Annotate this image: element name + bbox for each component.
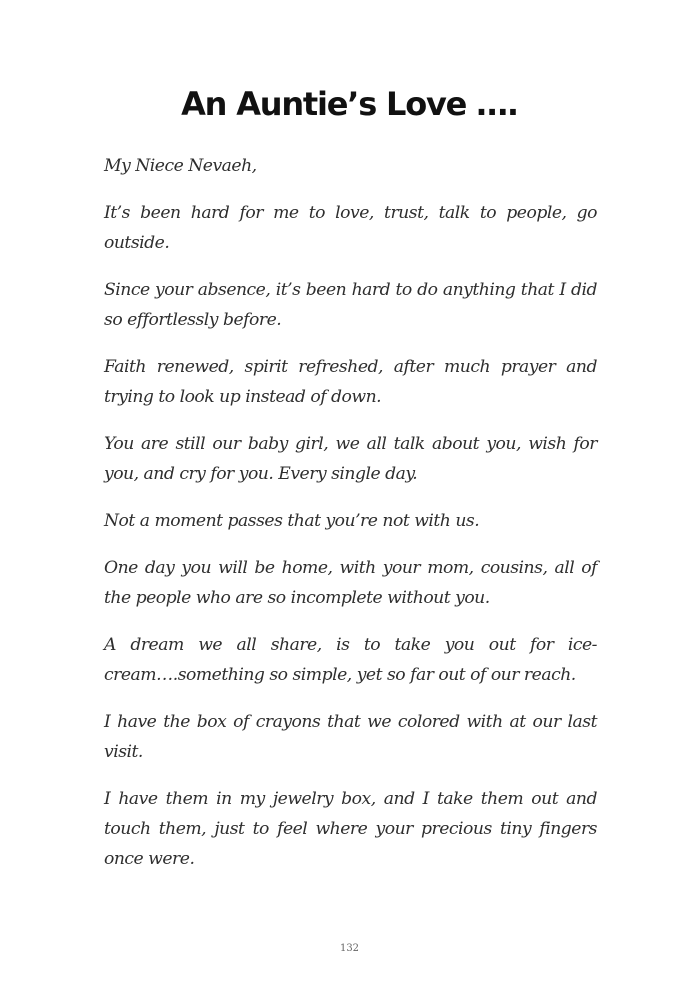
poem-body bbox=[104, 151, 597, 891]
paragraph: I have the box of crayons that we colored with at our last visit. bbox=[104, 712, 597, 762]
page-number: 132 bbox=[339, 943, 360, 954]
paragraph-salutation: My Niece Nevaeh, bbox=[104, 156, 257, 176]
paragraph: One day you will be home, with your mom, cousins, all of the people who are so incomplete without you. bbox=[104, 558, 597, 608]
paragraph: A dream we all share, is to take you out for ice-cream….something so simple, yet so far out of our reach. bbox=[104, 635, 597, 685]
paragraph: I have them in my jewelry box, and I take them out and touch them, just to feel where your precious tiny fingers once were. bbox=[104, 789, 597, 869]
paragraph: You are still our baby girl, we all talk about you, wish for you, and cry for you. Every single day. bbox=[104, 434, 597, 484]
page-title: An Auntie’s Love …. bbox=[181, 85, 518, 123]
paragraph: It’s been hard for me to love, trust, talk to people, go outside. bbox=[104, 203, 597, 253]
paragraph: Since your absence, it’s been hard to do anything that I did so effortlessly before. bbox=[104, 280, 597, 330]
paragraph: Not a moment passes that you’re not with us. bbox=[104, 511, 480, 531]
paragraph: Faith renewed, spirit refreshed, after much prayer and trying to look up instead of down. bbox=[104, 357, 597, 407]
